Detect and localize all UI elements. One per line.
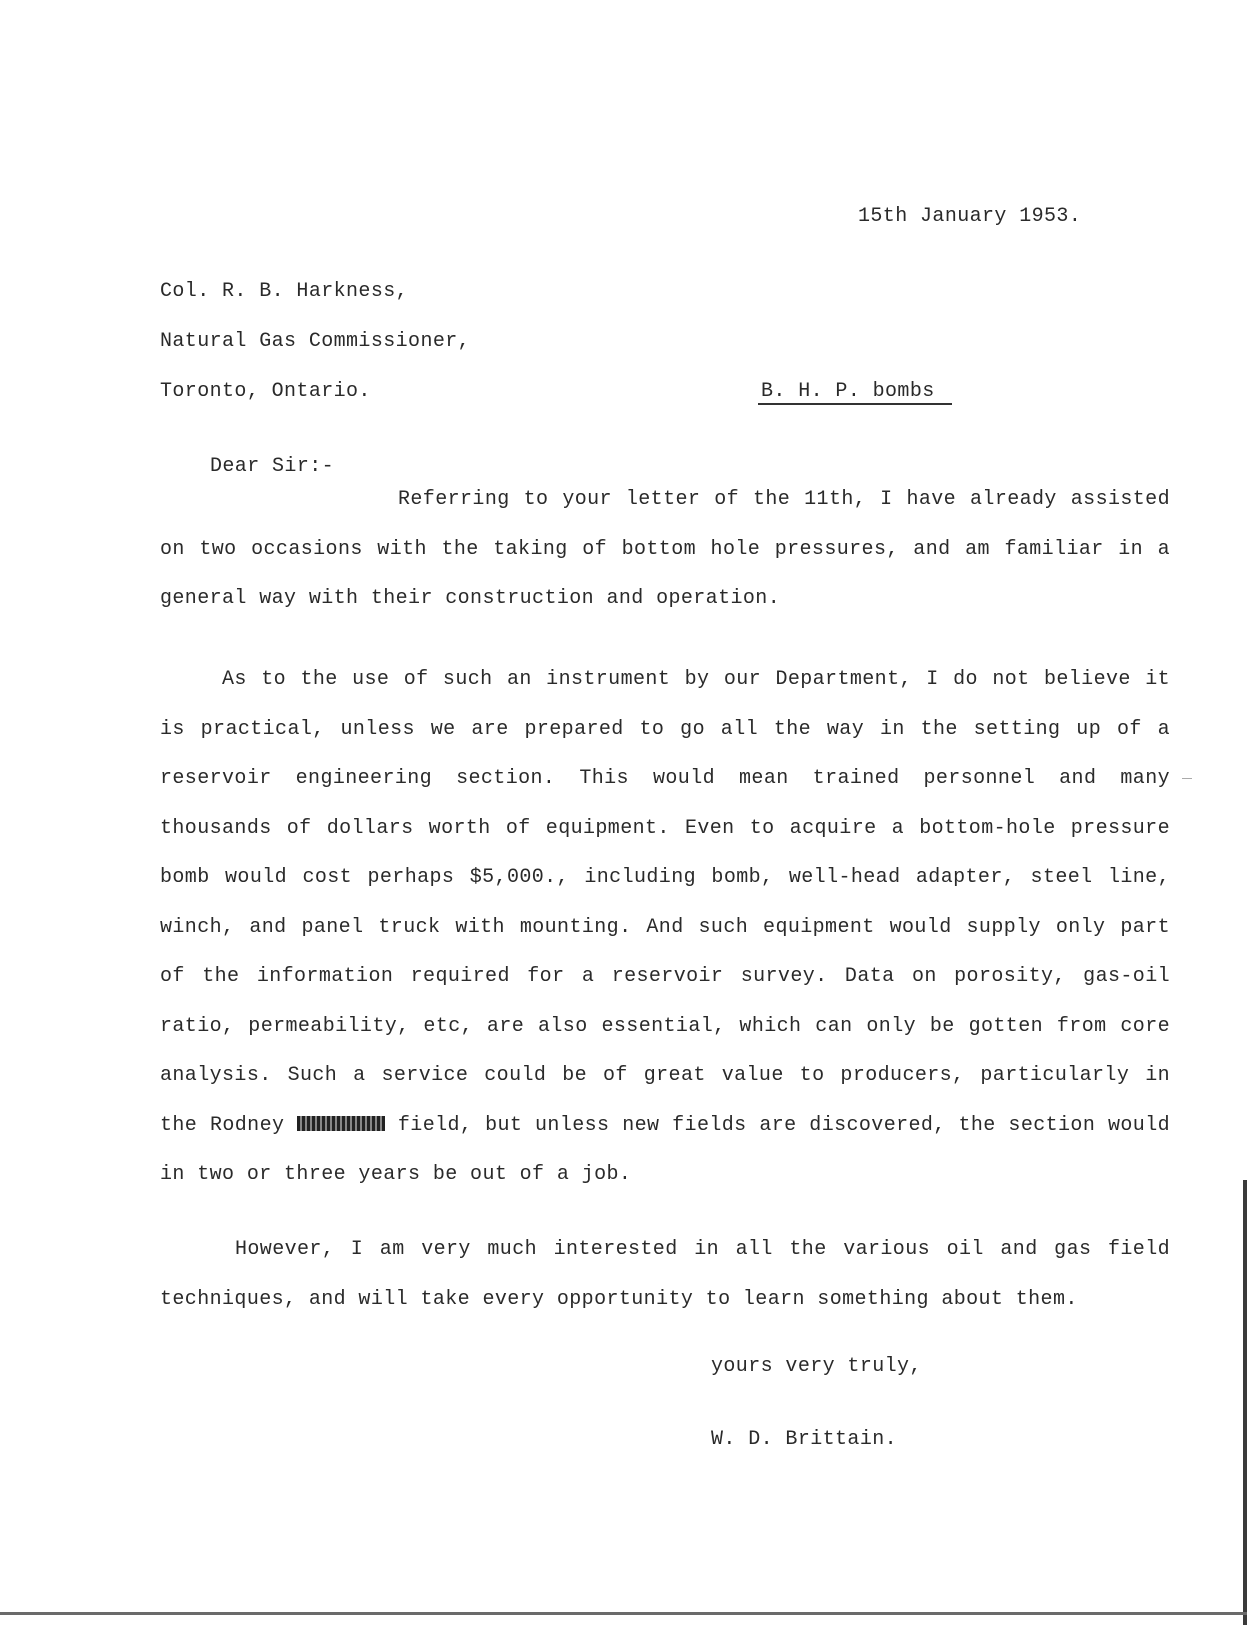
paragraph-2-main: As to the use of such an instrument by our Department, I do not believe it is practical, unless we are prepared to go all the way in the setting up of a reservoir engineering section. This would mean trained personnel and many thousands of dollars worth of equipment. Even to acquire a bottom-hole pressure bomb would cost perhaps $5,000., including bomb, well-head adapter, steel line, winch, and panel truck with mounting. And such equipment would supply only part of the information required for a reservoir survey. Data on porosity, gas-oil ratio, permeability, etc, are also essential, which can only be gotten from core analysis. Such a service could be of great value to producers, particularly in (160, 668, 1170, 1087)
closing: yours very truly, (711, 1355, 922, 1378)
recipient-name: Col. R. B. Harkness, (160, 280, 409, 303)
paragraph-2 (160, 655, 1170, 1200)
paragraph-1: Referring to your letter of the 11th, I have already assisted on two occasions with the taking of bottom hole pressures, and am familiar in a general way with their construction and operation. (160, 488, 1170, 610)
stray-mark (1182, 778, 1192, 779)
paragraph-3: However, I am very much interested in all the various oil and gas field techniques, and will take every opportunity to learn something about them. (160, 1238, 1170, 1311)
struck-out-word (297, 1116, 385, 1131)
recipient-title: Natural Gas Commissioner, (160, 330, 471, 353)
letter-date: 15th January 1953. (858, 205, 1082, 228)
paragraph-2-tail-after: field, but unless new fields are discovered, the section would in two or three years be out of a job. (160, 1113, 1171, 1186)
subject-underline (758, 403, 952, 405)
signature-name: W. D. Brittain. (711, 1428, 898, 1451)
recipient-location: Toronto, Ontario. (160, 380, 371, 403)
salutation: Dear Sir:- (210, 455, 335, 478)
subject-reference: B. H. P. bombs (761, 380, 935, 403)
page-edge-shadow (1243, 1180, 1247, 1625)
page-bottom-edge (0, 1612, 1247, 1615)
paragraph-2-tail-before: the Rodney (160, 1113, 285, 1137)
